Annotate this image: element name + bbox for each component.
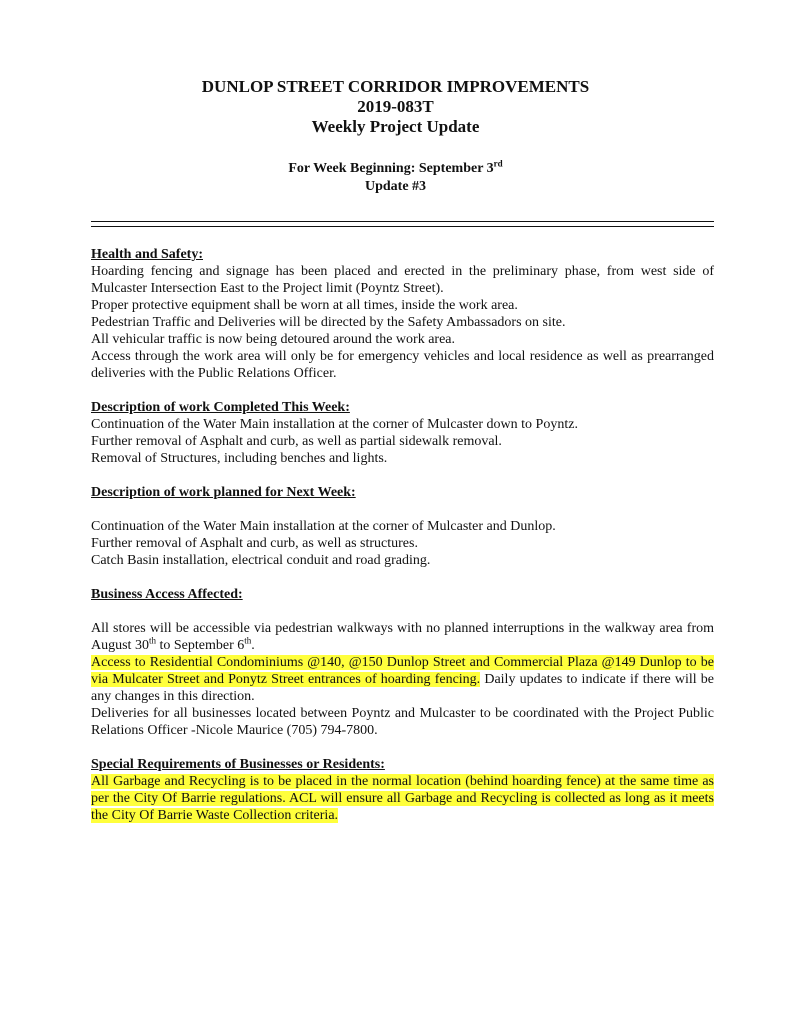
document-header bbox=[0, 77, 791, 196]
text-run: Daily updates to indicate if there will be any changes in this direction. bbox=[91, 672, 715, 704]
paragraph: Further removal of Asphalt and curb, as well as partial sidewalk removal. bbox=[91, 434, 502, 449]
paragraph: Continuation of the Water Main installation at the corner of Mulcaster and Dunlop. bbox=[91, 519, 556, 534]
section-heading: Special Requirements of Businesses or Residents: bbox=[91, 757, 385, 772]
highlighted-text: All Garbage and Recycling is to be placed in the normal location (behind hoarding fence) at the same time as per the City Of Barrie regulations. ACL will ensure all Garbage and Recycling is collected as long as it meets the City Of Barrie Waste Collection criteria. bbox=[91, 774, 714, 823]
paragraph: Deliveries for all businesses located between Poyntz and Mulcaster to be coordinated with the Project Public Relations Officer -Nicole Maurice (705) 794-7800. bbox=[91, 706, 714, 738]
ordinal-suffix: th bbox=[148, 635, 156, 646]
paragraph: Continuation of the Water Main installation at the corner of Mulcaster down to Poyntz. bbox=[91, 417, 578, 432]
health-safety-section bbox=[91, 246, 714, 382]
paragraph: Removal of Structures, including benches and lights. bbox=[91, 451, 388, 466]
project-number: 2019-083T bbox=[357, 97, 434, 116]
business-access-section bbox=[91, 586, 714, 739]
highlighted-text: Access to Residential Condominiums @140, @150 Dunlop Street and Commercial Plaza @149 Dunlop to be via Mulcater Street and Ponytz Street entrances of hoarding fencing. bbox=[91, 655, 714, 687]
section-heading: Business Access Affected: bbox=[91, 587, 243, 602]
paragraph: Access through the work area will only be for emergency vehicles and local residence as well as prearranged deliveries with the Public Relations Officer. bbox=[91, 349, 714, 381]
document-body bbox=[91, 246, 714, 824]
text-run: to September 6 bbox=[155, 638, 245, 653]
document-subtitle: Weekly Project Update bbox=[311, 117, 480, 136]
section-heading: Description of work Completed This Week: bbox=[91, 400, 350, 415]
section-heading: Description of work planned for Next Week: bbox=[91, 485, 356, 500]
ordinal-suffix: th bbox=[244, 635, 252, 646]
paragraph: Catch Basin installation, electrical conduit and road grading. bbox=[91, 553, 431, 568]
paragraph bbox=[91, 654, 714, 705]
special-requirements-section bbox=[91, 756, 714, 824]
header-divider-top bbox=[91, 221, 714, 222]
paragraph bbox=[91, 773, 714, 824]
text-run: . bbox=[251, 638, 255, 653]
header-divider-bottom bbox=[91, 226, 714, 227]
text-run: All stores will be accessible via pedestrian walkways with no planned interruptions in the walkway area from August 30 bbox=[91, 621, 714, 653]
section-heading: Health and Safety: bbox=[91, 247, 203, 262]
paragraph: Further removal of Asphalt and curb, as well as structures. bbox=[91, 536, 418, 551]
work-planned-section bbox=[91, 484, 714, 569]
week-ordinal-suffix: rd bbox=[493, 158, 503, 169]
week-beginning bbox=[0, 160, 791, 178]
work-completed-section bbox=[91, 399, 714, 467]
document-title: DUNLOP STREET CORRIDOR IMPROVEMENTS bbox=[201, 77, 590, 96]
week-label: For Week Beginning: September 3 bbox=[288, 161, 494, 176]
update-number: Update #3 bbox=[364, 179, 427, 194]
paragraph bbox=[91, 620, 714, 654]
paragraph: All vehicular traffic is now being detoured around the work area. bbox=[91, 332, 455, 347]
paragraph: Hoarding fencing and signage has been placed and erected in the preliminary phase, from west side of Mulcaster Intersection East to the Project limit (Poyntz Street). bbox=[91, 264, 714, 296]
paragraph: Pedestrian Traffic and Deliveries will be directed by the Safety Ambassadors on site. bbox=[91, 315, 566, 330]
paragraph: Proper protective equipment shall be worn at all times, inside the work area. bbox=[91, 298, 518, 313]
